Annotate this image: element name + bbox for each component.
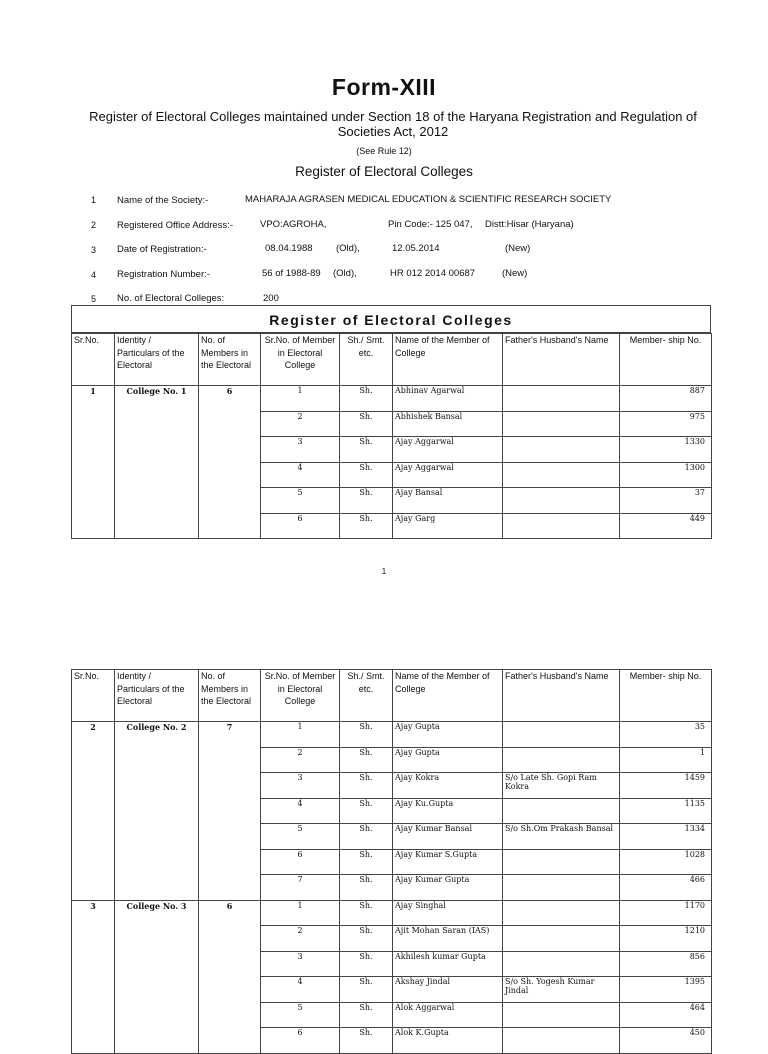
member-sr-number: 3 xyxy=(261,951,340,977)
member-name: Ajay Singhal xyxy=(393,900,503,926)
member-sr-number: 6 xyxy=(261,849,340,875)
empty-cell xyxy=(115,926,199,952)
column-header-sr: Sr.No. xyxy=(72,670,115,722)
table-header-row xyxy=(72,334,712,386)
member-name: Ajay Gupta xyxy=(393,747,503,773)
empty-cell xyxy=(199,951,261,977)
table-row xyxy=(72,773,712,799)
empty-cell xyxy=(115,513,199,539)
empty-cell xyxy=(72,462,115,488)
membership-number: 1395 xyxy=(620,977,712,1003)
member-sr-number: 5 xyxy=(261,488,340,514)
info-number: 1 xyxy=(91,195,97,205)
table-header-row xyxy=(72,670,712,722)
table-row xyxy=(72,722,712,748)
title-prefix: Sh. xyxy=(340,926,393,952)
info-number: 4 xyxy=(91,270,97,280)
registration-number-label: Registration Number:- xyxy=(117,269,210,280)
father-husband-name xyxy=(503,437,620,463)
new-marker: (New) xyxy=(505,243,531,254)
father-husband-name xyxy=(503,798,620,824)
empty-cell xyxy=(72,411,115,437)
college-identity: College No. 2 xyxy=(115,722,199,748)
empty-cell xyxy=(72,437,115,463)
society-name-value: MAHARAJA AGRASEN MEDICAL EDUCATION & SCIENTIFIC RESEARCH SOCIETY xyxy=(245,194,612,205)
membership-number: 975 xyxy=(620,411,712,437)
member-name: Ajay Aggarwal xyxy=(393,462,503,488)
member-sr-number: 4 xyxy=(261,462,340,488)
empty-cell xyxy=(115,437,199,463)
title-prefix: Sh. xyxy=(340,798,393,824)
title-prefix: Sh. xyxy=(340,951,393,977)
page-number: 1 xyxy=(381,567,387,576)
column-header-sh: Sh./ Smt. etc. xyxy=(340,670,393,722)
member-name: Ajay Garg xyxy=(393,513,503,539)
empty-cell xyxy=(72,513,115,539)
info-number: 5 xyxy=(91,294,97,304)
column-header-srmember: Sr.No. of Member in Electoral College xyxy=(261,334,340,386)
father-husband-name: S/o Sh.Om Prakash Bansal xyxy=(503,824,620,850)
membership-number: 35 xyxy=(620,722,712,748)
empty-cell xyxy=(199,488,261,514)
member-sr-number: 3 xyxy=(261,773,340,799)
member-sr-number: 2 xyxy=(261,747,340,773)
title-prefix: Sh. xyxy=(340,1028,393,1054)
college-identity: College No. 3 xyxy=(115,900,199,926)
table-body xyxy=(72,334,712,539)
member-name: Ajay Bansal xyxy=(393,488,503,514)
electoral-colleges-label: No. of Electoral Colleges: xyxy=(117,293,225,304)
membership-number: 1170 xyxy=(620,900,712,926)
college-sr-number: 1 xyxy=(72,386,115,412)
table-row xyxy=(72,411,712,437)
empty-cell xyxy=(115,773,199,799)
electoral-register-table xyxy=(71,333,712,539)
table-row xyxy=(72,951,712,977)
member-sr-number: 4 xyxy=(261,798,340,824)
empty-cell xyxy=(72,824,115,850)
empty-cell xyxy=(199,824,261,850)
membership-number: 1459 xyxy=(620,773,712,799)
info-number: 3 xyxy=(91,245,97,255)
college-member-count: 6 xyxy=(199,900,261,926)
empty-cell xyxy=(115,411,199,437)
empty-cell xyxy=(115,977,199,1003)
membership-number: 887 xyxy=(620,386,712,412)
table-row xyxy=(72,824,712,850)
old-registration-number: 56 of 1988-89 xyxy=(262,268,321,279)
empty-cell xyxy=(72,773,115,799)
member-name: Alok K.Gupta xyxy=(393,1028,503,1054)
title-prefix: Sh. xyxy=(340,1002,393,1028)
father-husband-name: S/o Late Sh. Gopi Ram Kokra xyxy=(503,773,620,799)
title-prefix: Sh. xyxy=(340,977,393,1003)
old-marker: (Old), xyxy=(333,268,357,279)
member-name: Ajay Aggarwal xyxy=(393,437,503,463)
father-husband-name xyxy=(503,462,620,488)
empty-cell xyxy=(72,875,115,901)
column-header-name: Name of the Member of College xyxy=(393,334,503,386)
column-header-members: No. of Members in the Electoral xyxy=(199,670,261,722)
form-subtitle: Register of Electoral Colleges maintained under Section 18 of the Haryana Registration and Regulation of Societies Act, 2012 xyxy=(89,109,697,139)
table-row xyxy=(72,849,712,875)
column-header-father: Father's Husband's Name xyxy=(503,334,620,386)
column-header-sh: Sh./ Smt. etc. xyxy=(340,334,393,386)
info-number: 2 xyxy=(91,220,97,230)
title-prefix: Sh. xyxy=(340,773,393,799)
new-registration-date: 12.05.2014 xyxy=(392,243,440,254)
table-row xyxy=(72,747,712,773)
college-member-count: 6 xyxy=(199,386,261,412)
empty-cell xyxy=(72,798,115,824)
title-prefix: Sh. xyxy=(340,849,393,875)
member-sr-number: 1 xyxy=(261,722,340,748)
empty-cell xyxy=(199,462,261,488)
registration-date-label: Date of Registration:- xyxy=(117,244,207,255)
table-row xyxy=(72,900,712,926)
title-prefix: Sh. xyxy=(340,722,393,748)
district-value: Distt:Hisar (Haryana) xyxy=(485,219,574,230)
membership-number: 1334 xyxy=(620,824,712,850)
empty-cell xyxy=(199,926,261,952)
new-marker: (New) xyxy=(502,268,528,279)
title-prefix: Sh. xyxy=(340,824,393,850)
table-row xyxy=(72,437,712,463)
member-sr-number: 5 xyxy=(261,1002,340,1028)
column-header-srmember: Sr.No. of Member in Electoral College xyxy=(261,670,340,722)
old-marker: (Old), xyxy=(336,243,360,254)
empty-cell xyxy=(72,951,115,977)
table-row xyxy=(72,513,712,539)
title-prefix: Sh. xyxy=(340,386,393,412)
table-row xyxy=(72,798,712,824)
empty-cell xyxy=(72,849,115,875)
member-name: Ajit Mohan Saran (IAS) xyxy=(393,926,503,952)
empty-cell xyxy=(72,926,115,952)
form-title: Form-XIII xyxy=(331,74,437,100)
table-body xyxy=(72,670,712,1054)
empty-cell xyxy=(72,747,115,773)
register-heading: Register of Electoral Colleges xyxy=(295,164,473,179)
column-header-members: No. of Members in the Electoral xyxy=(199,334,261,386)
empty-cell xyxy=(115,849,199,875)
empty-cell xyxy=(115,875,199,901)
membership-number: 450 xyxy=(620,1028,712,1054)
column-header-name: Name of the Member of College xyxy=(393,670,503,722)
table-row xyxy=(72,462,712,488)
membership-number: 1300 xyxy=(620,462,712,488)
column-header-sr: Sr.No. xyxy=(72,334,115,386)
empty-cell xyxy=(199,977,261,1003)
electoral-register-table xyxy=(71,669,712,1054)
title-prefix: Sh. xyxy=(340,900,393,926)
title-prefix: Sh. xyxy=(340,488,393,514)
membership-number: 37 xyxy=(620,488,712,514)
membership-number: 856 xyxy=(620,951,712,977)
membership-number: 1028 xyxy=(620,849,712,875)
member-name: Abhishek Bansal xyxy=(393,411,503,437)
membership-number: 1330 xyxy=(620,437,712,463)
member-name: Ajay Ku.Gupta xyxy=(393,798,503,824)
column-header-identity: Identity / Particulars of the Electoral xyxy=(115,670,199,722)
table-row xyxy=(72,488,712,514)
father-husband-name xyxy=(503,951,620,977)
father-husband-name xyxy=(503,747,620,773)
empty-cell xyxy=(115,747,199,773)
empty-cell xyxy=(199,1028,261,1054)
member-name: Ajay Kokra xyxy=(393,773,503,799)
father-husband-name xyxy=(503,513,620,539)
rule-reference: (See Rule 12) xyxy=(356,146,412,156)
membership-number: 1135 xyxy=(620,798,712,824)
column-header-father: Father's Husband's Name xyxy=(503,670,620,722)
father-husband-name xyxy=(503,411,620,437)
college-identity: College No. 1 xyxy=(115,386,199,412)
member-sr-number: 2 xyxy=(261,411,340,437)
table-row xyxy=(72,386,712,412)
empty-cell xyxy=(72,977,115,1003)
father-husband-name xyxy=(503,386,620,412)
membership-number: 1210 xyxy=(620,926,712,952)
title-prefix: Sh. xyxy=(340,747,393,773)
empty-cell xyxy=(115,824,199,850)
title-prefix: Sh. xyxy=(340,437,393,463)
title-prefix: Sh. xyxy=(340,462,393,488)
college-sr-number: 3 xyxy=(72,900,115,926)
empty-cell xyxy=(115,951,199,977)
father-husband-name xyxy=(503,900,620,926)
college-sr-number: 2 xyxy=(72,722,115,748)
member-name: Ajay Kumar Gupta xyxy=(393,875,503,901)
member-name: Ajay Kumar Bansal xyxy=(393,824,503,850)
old-registration-date: 08.04.1988 xyxy=(265,243,313,254)
father-husband-name xyxy=(503,849,620,875)
empty-cell xyxy=(199,747,261,773)
empty-cell xyxy=(199,437,261,463)
member-sr-number: 2 xyxy=(261,926,340,952)
empty-cell xyxy=(72,1028,115,1054)
member-sr-number: 5 xyxy=(261,824,340,850)
member-sr-number: 4 xyxy=(261,977,340,1003)
member-sr-number: 1 xyxy=(261,900,340,926)
empty-cell xyxy=(199,411,261,437)
title-prefix: Sh. xyxy=(340,411,393,437)
office-address-label: Registered Office Address:- xyxy=(117,220,233,231)
member-name: Ajay Gupta xyxy=(393,722,503,748)
member-sr-number: 1 xyxy=(261,386,340,412)
table-title: Register of Electoral Colleges xyxy=(71,305,711,333)
title-prefix: Sh. xyxy=(340,513,393,539)
empty-cell xyxy=(115,1028,199,1054)
electoral-colleges-value: 200 xyxy=(263,293,279,304)
member-sr-number: 7 xyxy=(261,875,340,901)
empty-cell xyxy=(115,462,199,488)
college-member-count: 7 xyxy=(199,722,261,748)
father-husband-name xyxy=(503,875,620,901)
table-row xyxy=(72,1028,712,1054)
empty-cell xyxy=(199,875,261,901)
empty-cell xyxy=(199,513,261,539)
membership-number: 466 xyxy=(620,875,712,901)
member-sr-number: 3 xyxy=(261,437,340,463)
empty-cell xyxy=(72,488,115,514)
society-name-label: Name of the Society:- xyxy=(117,195,209,206)
membership-number: 1 xyxy=(620,747,712,773)
father-husband-name xyxy=(503,1028,620,1054)
empty-cell xyxy=(199,798,261,824)
office-address-value: VPO:AGROHA, xyxy=(260,219,327,230)
member-sr-number: 6 xyxy=(261,513,340,539)
table-row xyxy=(72,926,712,952)
new-registration-number: HR 012 2014 00687 xyxy=(390,268,476,279)
membership-number: 449 xyxy=(620,513,712,539)
member-name: Akshay Jindal xyxy=(393,977,503,1003)
father-husband-name xyxy=(503,926,620,952)
member-name: Alok Aggarwal xyxy=(393,1002,503,1028)
title-prefix: Sh. xyxy=(340,875,393,901)
membership-number: 464 xyxy=(620,1002,712,1028)
pin-code-value: Pin Code:- 125 047, xyxy=(388,219,473,230)
column-header-membership: Member- ship No. xyxy=(620,334,712,386)
member-sr-number: 6 xyxy=(261,1028,340,1054)
column-header-membership: Member- ship No. xyxy=(620,670,712,722)
empty-cell xyxy=(115,488,199,514)
member-name: Abhinav Agarwal xyxy=(393,386,503,412)
table-row xyxy=(72,875,712,901)
father-husband-name xyxy=(503,488,620,514)
father-husband-name xyxy=(503,722,620,748)
empty-cell xyxy=(199,849,261,875)
table-row xyxy=(72,977,712,1003)
member-name: Akhilesh kumar Gupta xyxy=(393,951,503,977)
father-husband-name: S/o Sh. Yogesh Kumar Jindal xyxy=(503,977,620,1003)
empty-cell xyxy=(115,798,199,824)
member-name: Ajay Kumar S.Gupta xyxy=(393,849,503,875)
empty-cell xyxy=(199,773,261,799)
column-header-identity: Identity / Particulars of the Electoral xyxy=(115,334,199,386)
